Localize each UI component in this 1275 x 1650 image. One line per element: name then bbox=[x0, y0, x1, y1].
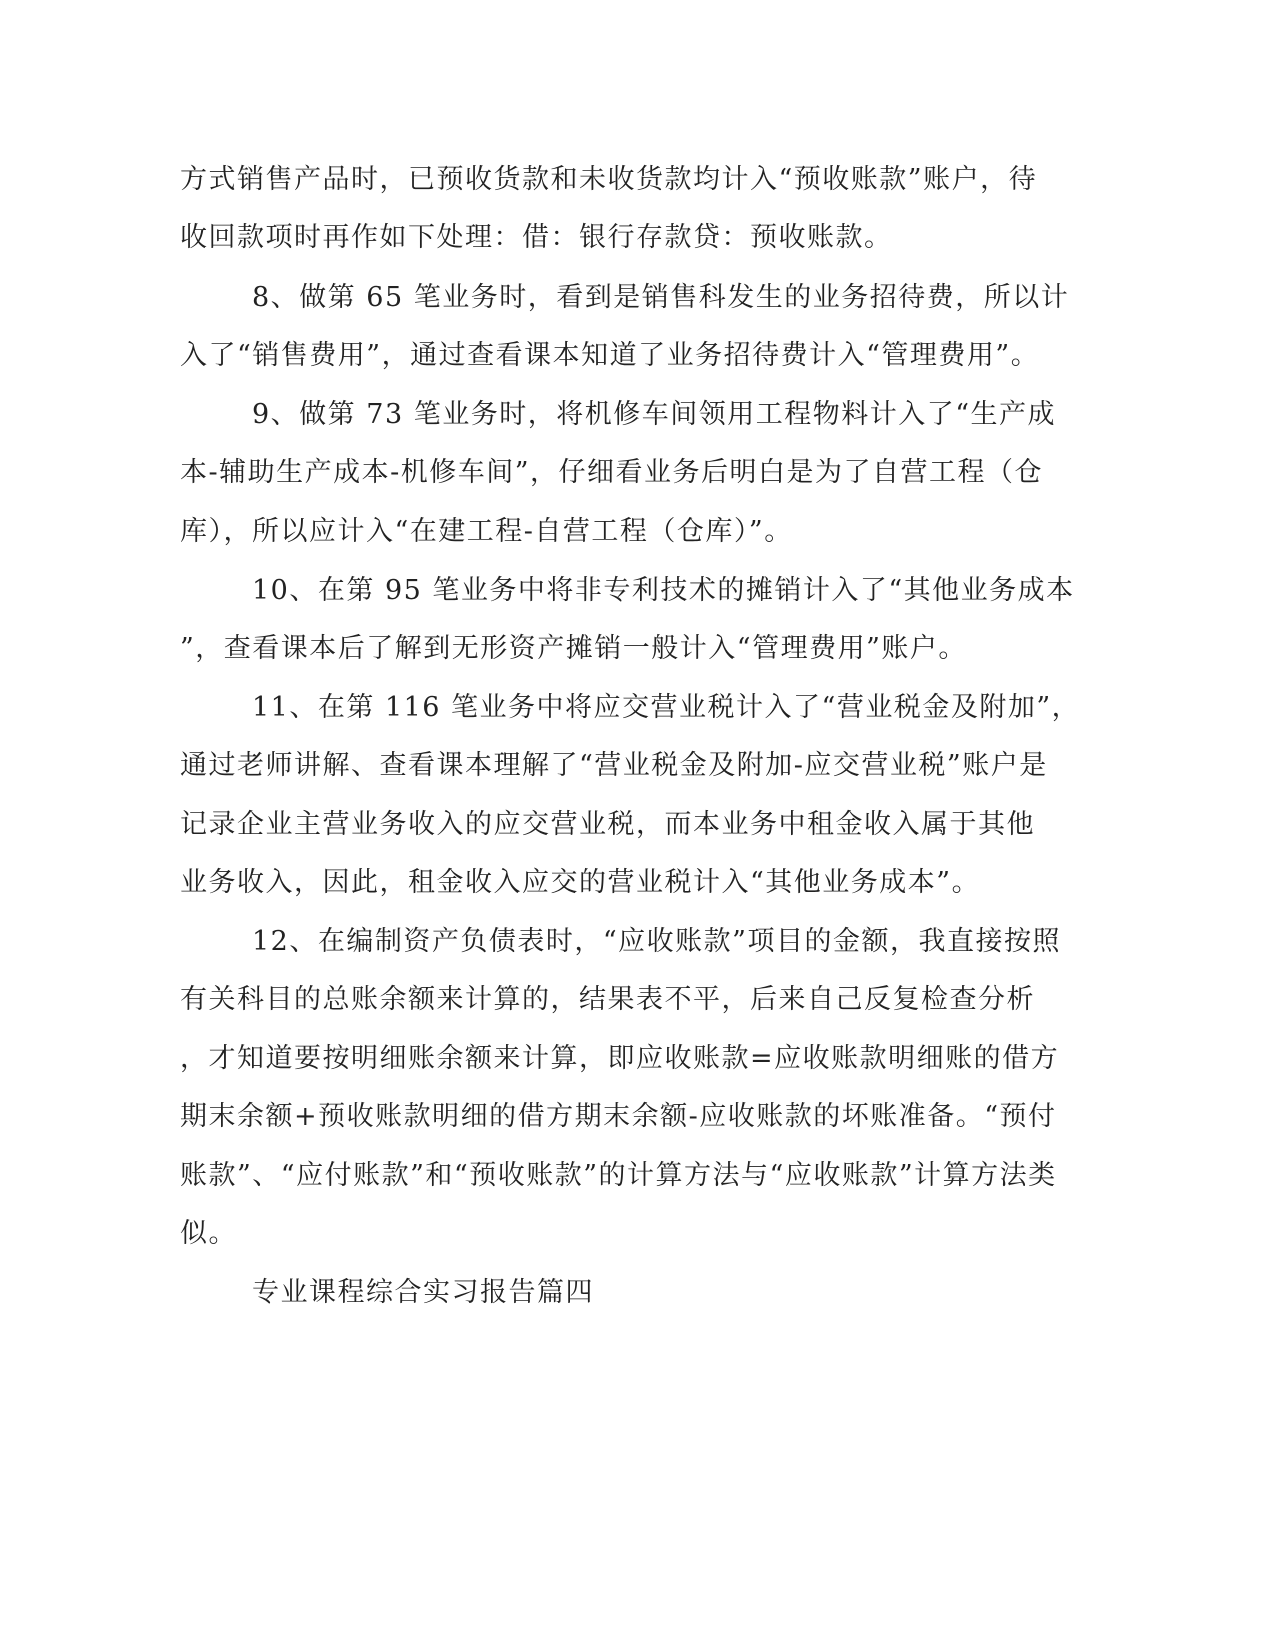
text-line: 有关科目的总账余额来计算的，结果表不平，后来自己反复检查分析 bbox=[180, 984, 1035, 1015]
text-line: 12、在编制资产负债表时，“应收账款”项目的金额，我直接按照 bbox=[252, 926, 1061, 957]
text-line: 8、做第 65 笔业务时，看到是销售科发生的业务招待费，所以计 bbox=[252, 282, 1070, 313]
text-line: 账款”、“应付账款”和“预收账款”的计算方法与“应收账款”计算方法类 bbox=[180, 1160, 1057, 1191]
text-line: 方式销售产品时，已预收货款和未收货款均计入“预收账款”账户，待 bbox=[180, 164, 1038, 195]
text-line: 业务收入，因此，租金收入应交的营业税计入“其他业务成本”。 bbox=[180, 867, 981, 898]
section-heading: 专业课程综合实习报告篇四 bbox=[252, 1277, 594, 1308]
text-line: 记录企业主营业务收入的应交营业税，而本业务中租金收入属于其他 bbox=[180, 809, 1035, 840]
text-line: ”，查看课本后了解到无形资产摊销一般计入“管理费用”账户。 bbox=[180, 633, 967, 664]
text-line: 11、在第 116 笔业务中将应交营业税计入了“营业税金及附加”， bbox=[252, 692, 1081, 723]
text-line: 收回款项时再作如下处理：借：银行存款贷：预收账款。 bbox=[180, 222, 893, 253]
text-line: 10、在第 95 笔业务中将非专利技术的摊销计入了“其他业务成本 bbox=[252, 575, 1075, 606]
text-line: 期末余额+预收账款明细的借方期末余额-应收账款的坏账准备。“预付 bbox=[180, 1101, 1057, 1132]
text-line: ，才知道要按明细账余额来计算，即应收账款=应收账款明细账的借方 bbox=[180, 1043, 1060, 1074]
text-line: 通过老师讲解、查看课本理解了“营业税金及附加-应交营业税”账户是 bbox=[180, 750, 1048, 781]
text-line: 9、做第 73 笔业务时，将机修车间领用工程物料计入了“生产成 bbox=[252, 399, 1057, 430]
text-line: 库），所以应计入“在建工程-自营工程（仓库）”。 bbox=[180, 516, 793, 547]
text-line: 本-辅助生产成本-机修车间”，仔细看业务后明白是为了自营工程（仓 bbox=[180, 457, 1044, 488]
text-line: 入了“销售费用”，通过查看课本知道了业务招待费计入“管理费用”。 bbox=[180, 340, 1040, 371]
text-line: 似。 bbox=[180, 1218, 237, 1249]
